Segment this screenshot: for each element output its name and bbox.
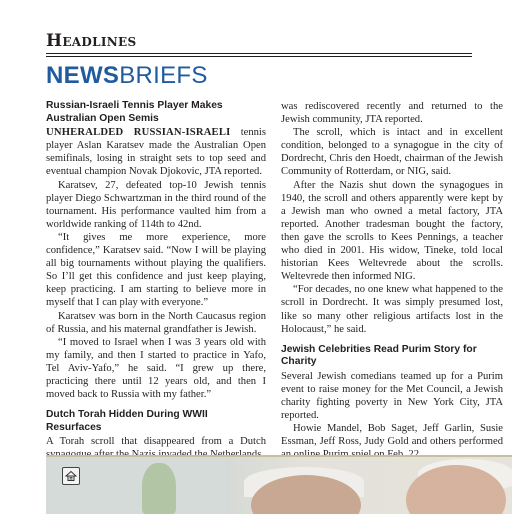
- story-paragraph: The scroll, which is intact and in excellent condition, belonged to a synagogue in the city of Dordrecht, Chris den Hoedt, chairman of the Jewish Community of Rotterdam, or NIG, said.: [281, 127, 503, 178]
- page-title: [46, 62, 208, 92]
- story-paragraph: Howie Mandel, Bob Saget, Jeff Garlin, Susie Essman, Jeff Ross, Judy Gold and others performed: [281, 423, 503, 448]
- story-lead-in: UNHERALDED RUSSIAN-ISRAELI: [46, 127, 231, 139]
- equal-housing-icon: [62, 467, 80, 485]
- header-rule-bottom: [46, 56, 472, 57]
- story-paragraph: was rediscovered recently and returned to the Jewish community, JTA reported.: [281, 101, 503, 126]
- photo-plant: [142, 463, 176, 514]
- left-column: [46, 100, 266, 462]
- story-paragraph: “I moved to Israel when I was 3 years old with my family, and then I started to practice in Yafo, Tel Aviv-Yafo,” he said. “I grew up there, practicing there until 12 years old, and then I moved back to Russia with my father.”: [46, 336, 266, 401]
- story-paragraph: Karatsev was born in the North Caucasus region of Russia, and his maternal grandfather is Jewish.: [46, 310, 266, 335]
- story-paragraph: “For decades, no one knew what happened to the scroll in Dordrecht. It was simply presumed lost, like so many other religious artifacts lost in the Holocaust,” he said.: [281, 284, 503, 335]
- story-paragraph: Karatsev, 27, defeated top-10 Jewish tennis player Diego Schwartzman in the third round of the tournament. His performance vaulted him from a worldwide ranking of 114th to 42nd.: [46, 179, 266, 230]
- photo-wall: [46, 457, 226, 514]
- right-column: [281, 100, 503, 488]
- story-paragraph: “It gives me more experience, more confidence,” Karatsev said. “Now I will be playing all big tournaments without playing the qualifiers. So I’ll get this confidence and just keep playing, keep practicing. I am starting to believe more in myself that I can play with everyone.”: [46, 231, 266, 309]
- header-rule-top: [46, 53, 472, 54]
- story-text: tennis player Aslan Karatsev made the Australian Open semifinals, losing in straight sets to top seed and eventual champion Novak Djokovic, JTA reported.: [46, 127, 266, 178]
- story-headline-tennis: Russian-Israeli Tennis Player Makes Australian Open Semis: [46, 100, 223, 124]
- title-light: BRIEFS: [119, 62, 208, 89]
- story-headline-purim: Jewish Celebrities Read Purim Story for Charity: [281, 343, 477, 368]
- story-paragraph: Several Jewish comedians teamed up for a Purim event to raise money for the Met Council, a Jewish charity fighting poverty in New York City, JTA reported.: [281, 370, 503, 422]
- ad-photo: [46, 455, 512, 514]
- story-paragraph: A Torah scroll that disappeared from a Dutch: [46, 436, 266, 448]
- story-paragraph: [46, 126, 266, 178]
- story-headline-torah: Dutch Torah Hidden During WWII Resurfaces: [46, 409, 208, 433]
- title-bold: NEWS: [46, 62, 120, 89]
- section-header: Headlines: [46, 31, 137, 51]
- story-paragraph: After the Nazis shut down the synagogues in 1940, the scroll and others apparently were kept by a Jewish man who owned a metal factory, JTA reported. Another tradesman bought the factory, then gave the scrolls to Kees Pennings, a teacher who died in 2001. His widow, Tineke, told local historian Kees Weltevrede about the scrolls. Weltevrede then informed NIG.: [281, 179, 503, 283]
